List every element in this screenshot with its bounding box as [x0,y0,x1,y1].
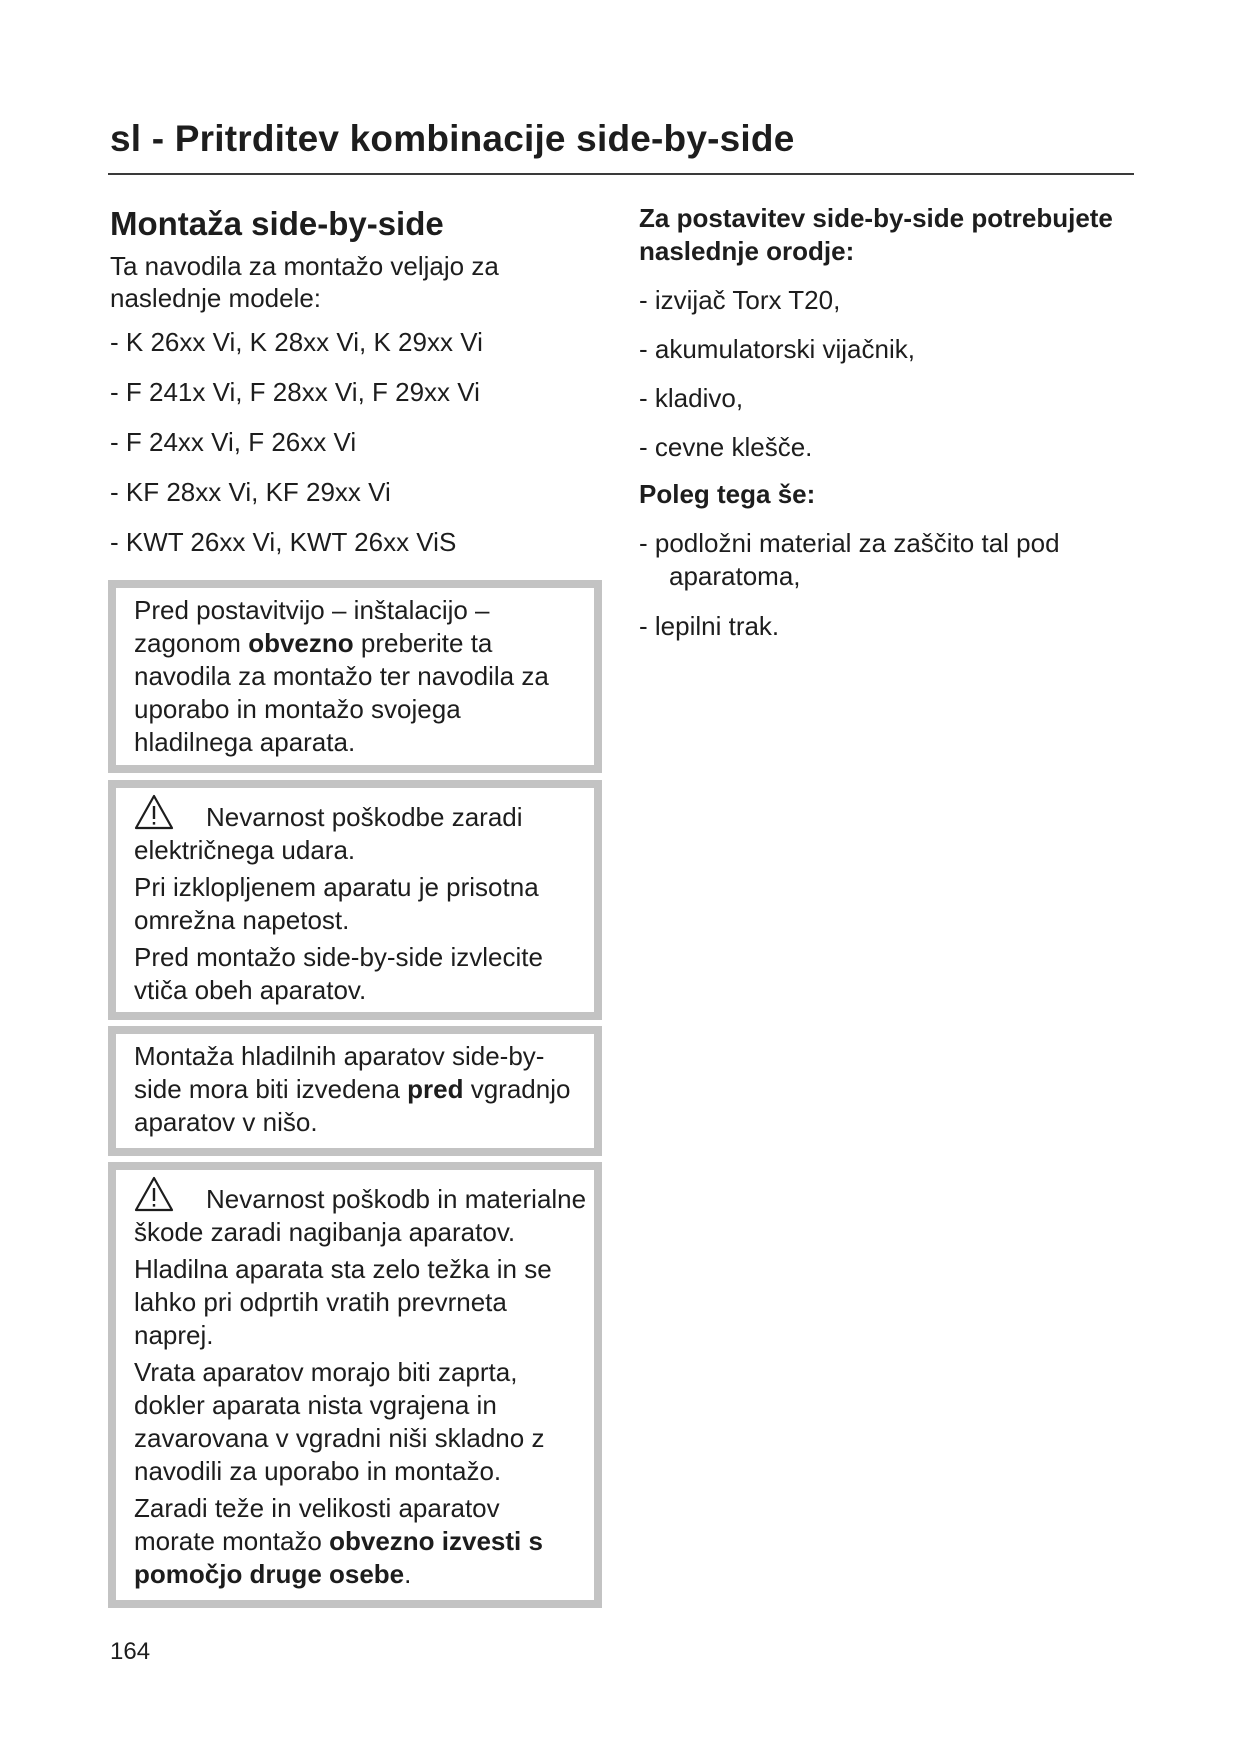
emphasis: obvezno izvesti s pomočjo druge osebe [134,1526,543,1589]
notice-box-read-instructions [108,580,602,773]
title-divider [108,173,1134,175]
tools-heading: Za postavitev side-by-side potrebujete naslednje orodje: [639,203,1113,266]
right-column [639,202,1139,660]
emphasis: obvezno [248,628,354,658]
notice-text: Pred postavitvijo – inštalacijo – zagonom obvezno preberite ta navodila za montažo ter navodila za uporabo in montažo svojega hladilnega aparata. [134,595,549,757]
list-item: - kladivo, [639,383,744,413]
page-title: sl - Pritrditev kombinacije side-by-side [110,118,795,159]
warning-box-electric-shock [108,780,602,1020]
notice-text: Zaradi teže in velikosti aparatov morate montažo obvezno izvesti s pomočjo druge osebe. [134,1493,543,1589]
left-column [110,204,610,576]
list-item: - akumulatorski vijačnik, [639,334,915,364]
notice-text: Hladilna aparata sta zelo težka in se lahko pri odprtih vratih prevrneta naprej. [134,1254,552,1350]
warning-box-tipping [108,1162,602,1608]
notice-text: Pred montažo side-by-side izvlecite vtiča obeh aparatov. [134,942,543,1005]
tools-list [639,284,1139,463]
notice-box-mount-before-niche [108,1026,602,1156]
notice-text: Vrata aparatov morajo biti zaprta, dokler aparata nista vgrajena in zavarovana v vgradni niši skladno z navodili za uporabo in montažo. [134,1357,545,1486]
list-item: - F 24xx Vi, F 26xx Vi [110,427,357,457]
extras-list [639,527,1139,643]
list-item: - KF 28xx Vi, KF 29xx Vi [110,477,391,507]
list-item: - izvijač Torx T20, [639,285,841,315]
notice-text: Montaža hladilnih aparatov side-by-side mora biti izvedena pred vgradnjo aparatov v nišo. [134,1041,571,1137]
warning-text: Nevarnost poškodbe zaradi električnega udara. [134,794,580,867]
page-number: 164 [110,1638,151,1665]
list-item: - lepilni trak. [639,611,780,641]
list-item: - KWT 26xx Vi, KWT 26xx ViS [110,527,457,557]
intro-text: Ta navodila za montažo veljajo za naslednje modele: [110,251,499,313]
warning-triangle-icon [134,1176,174,1212]
list-item: - F 241x Vi, F 28xx Vi, F 29xx Vi [110,377,480,407]
warning-triangle-icon [134,794,174,830]
list-item: - cevne klešče. [639,432,813,462]
notice-text: Pri izklopljenem aparatu je prisotna omrežna napetost. [134,872,539,935]
list-item: - K 26xx Vi, K 28xx Vi, K 29xx Vi [110,327,483,357]
model-list [110,326,610,558]
section-heading: Montaža side-by-side [110,205,444,242]
list-item: - podložni material za zaščito tal pod aparatoma, [639,528,1060,591]
warning-text: Nevarnost poškodb in materialne [134,1176,580,1216]
extras-heading: Poleg tega še: [639,479,816,509]
warning-text-continued: škode zaradi nagibanja aparatov. [134,1217,516,1247]
emphasis: pred [407,1074,464,1104]
